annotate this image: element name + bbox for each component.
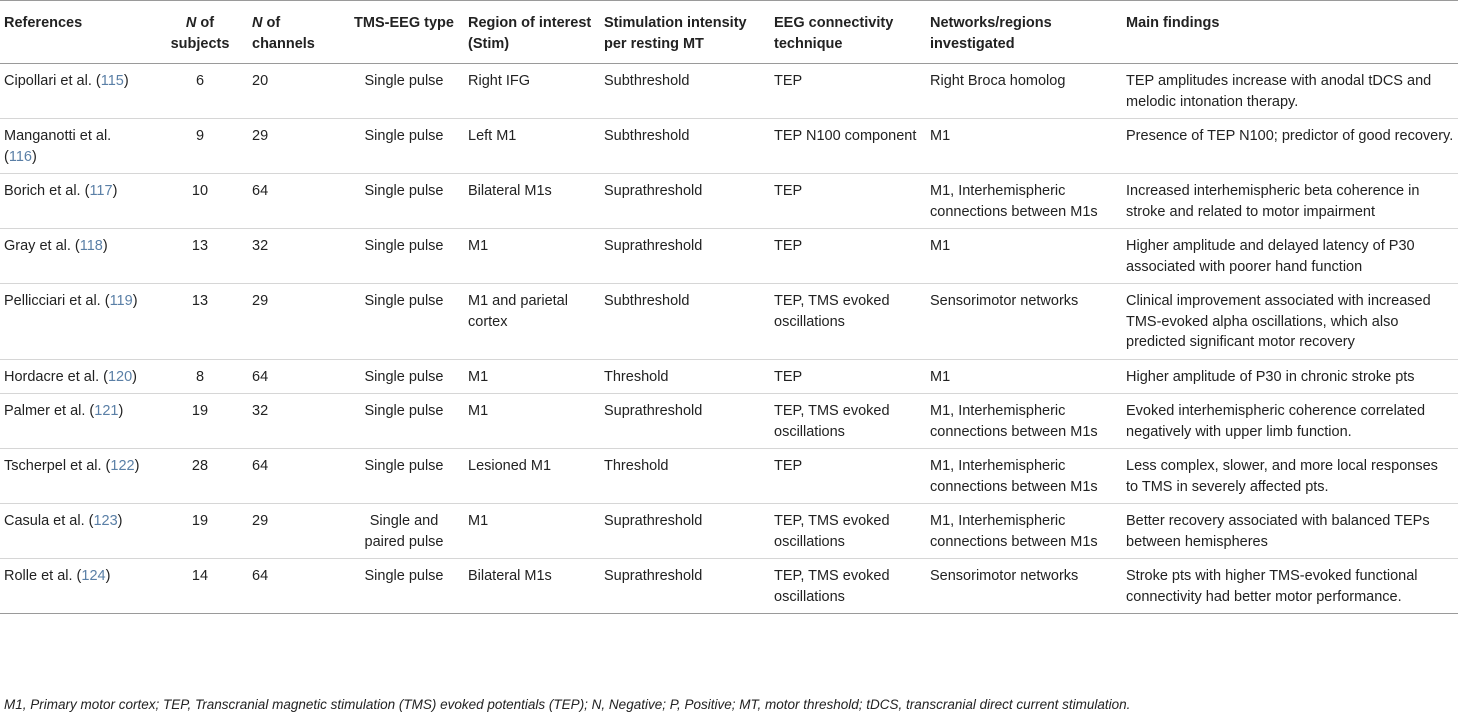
reference-link[interactable]: 123 (93, 513, 118, 529)
cell-region: M1 (468, 403, 489, 419)
cell-reference: Hordacre et al. (120) (4, 368, 138, 385)
cell-intensity: Suprathreshold (604, 238, 703, 254)
cell-reference: Rolle et al. (124) (4, 568, 111, 584)
cell-findings: Evoked interhemispheric coherence correlated negatively with upper limb function. (1126, 403, 1426, 440)
cell-intensity: Suprathreshold (604, 513, 703, 529)
cell-region: M1 (468, 368, 489, 385)
cell-region: M1 (468, 513, 489, 529)
reference-link[interactable]: 117 (89, 183, 113, 199)
table-body (0, 64, 1458, 614)
header-subjects (152, 1, 248, 64)
reference-link[interactable]: 120 (107, 368, 133, 385)
cell-region: Bilateral M1s (468, 568, 552, 584)
cell-networks: Sensorimotor networks (930, 293, 1079, 309)
cell-subjects: 10 (191, 183, 209, 199)
cell-reference: Cipollari et al. (115) (4, 73, 129, 89)
cell-region: Left M1 (468, 128, 517, 144)
cell-subjects: 6 (195, 73, 205, 89)
cell-findings: Stroke pts with higher TMS-evoked functional connectivity had better motor performance. (1126, 568, 1418, 605)
cell-type: Single pulse (364, 368, 444, 385)
cell-networks: M1 (930, 238, 951, 254)
cell-findings: TEP amplitudes increase with anodal tDCS and melodic intonation therapy. (1126, 73, 1432, 110)
cell-technique: TEP, TMS evoked oscillations (774, 403, 890, 440)
cell-subjects: 19 (191, 403, 209, 419)
cell-networks: M1, Interhemispheric connections between M1s (930, 403, 1098, 440)
cell-region: Bilateral M1s (468, 183, 552, 199)
header-stimulation-intensity: Stimulation intensity per resting MT (604, 15, 747, 52)
header-subjects-rest: of subjects (170, 15, 230, 52)
table-row (0, 394, 1458, 449)
cell-technique: TEP (774, 183, 803, 199)
cell-reference: Borich et al. (117) (4, 183, 118, 199)
cell-type: Single pulse (364, 128, 444, 144)
reference-link[interactable]: 118 (79, 238, 103, 254)
cell-region: M1 and parietal cortex (468, 293, 568, 330)
cell-findings: Increased interhemispheric beta coherence in stroke and related to motor impairment (1126, 183, 1420, 220)
cell-intensity: Suprathreshold (604, 183, 703, 199)
table-row (0, 229, 1458, 284)
cell-technique: TEP, TMS evoked oscillations (774, 293, 890, 330)
header-subjects-n: N (185, 15, 197, 31)
header-region-of-interest: Region of interest (Stim) (468, 15, 592, 52)
cell-channels: 32 (252, 403, 269, 419)
cell-reference: Tscherpel et al. (122) (4, 458, 140, 474)
header-channels (248, 1, 344, 64)
cell-findings: Presence of TEP N100; predictor of good recovery. (1126, 128, 1454, 144)
cell-networks: M1 (930, 128, 951, 144)
cell-channels: 64 (252, 368, 269, 385)
cell-subjects: 13 (191, 238, 209, 254)
cell-technique: TEP N100 component (774, 128, 917, 144)
cell-channels: 29 (252, 128, 269, 144)
reference-link[interactable]: 122 (110, 458, 135, 474)
cell-reference: Palmer et al. (121) (4, 403, 124, 419)
cell-findings: Less complex, slower, and more local responses to TMS in severely affected pts. (1126, 458, 1438, 495)
cell-channels: 29 (252, 513, 269, 529)
cell-type: Single pulse (364, 238, 444, 254)
cell-channels: 32 (252, 238, 269, 254)
cell-networks: M1, Interhemispheric connections between M1s (930, 458, 1098, 495)
cell-networks: Right Broca homolog (930, 73, 1066, 89)
cell-technique: TEP (774, 238, 803, 254)
cell-type: Single and paired pulse (364, 513, 444, 550)
cell-findings: Clinical improvement associated with increased TMS-evoked alpha oscillations, which also predicted significant motor recovery (1126, 293, 1431, 350)
cell-intensity: Threshold (604, 458, 669, 474)
table-header (0, 1, 1458, 64)
cell-subjects: 19 (191, 513, 209, 529)
cell-type: Single pulse (364, 568, 444, 584)
cell-subjects: 8 (195, 368, 205, 385)
cell-subjects: 28 (191, 458, 209, 474)
cell-technique: TEP (774, 368, 803, 385)
cell-type: Single pulse (364, 73, 444, 89)
header-main-findings: Main findings (1126, 15, 1220, 31)
cell-reference: Pellicciari et al. (119) (4, 293, 138, 309)
table-row (0, 284, 1458, 360)
cell-intensity: Suprathreshold (604, 568, 703, 584)
cell-type: Single pulse (364, 183, 444, 199)
cell-networks: M1 (930, 368, 951, 385)
cell-intensity: Subthreshold (604, 293, 690, 309)
cell-channels: 29 (252, 293, 269, 309)
header-channels-rest: of channels (252, 15, 315, 52)
cell-subjects: 13 (191, 293, 209, 309)
cell-channels: 20 (252, 73, 269, 89)
table-row (0, 119, 1458, 174)
cell-reference: Casula et al. (123) (4, 513, 123, 529)
reference-link[interactable]: 124 (81, 568, 106, 584)
header-eeg-connectivity: EEG connectivity technique (774, 15, 894, 52)
cell-subjects: 14 (191, 568, 209, 584)
header-row (0, 1, 1458, 64)
reference-link[interactable]: 121 (94, 403, 119, 419)
cell-intensity: Threshold (604, 368, 669, 385)
header-channels-n: N (252, 15, 263, 31)
cell-networks: Sensorimotor networks (930, 568, 1079, 584)
reference-link[interactable]: 116 (8, 148, 32, 165)
table-footnote: M1, Primary motor cortex; TEP, Transcranial magnetic stimulation (TMS) evoked potentials (TEP); N, Negative; P, Positive; MT, motor threshold; tDCS, transcranial direct current stimulation. (4, 697, 1131, 712)
cell-networks: M1, Interhemispheric connections between M1s (930, 183, 1098, 220)
cell-region: Right IFG (468, 73, 531, 89)
cell-findings: Better recovery associated with balanced TEPs between hemispheres (1126, 513, 1430, 550)
cell-region: Lesioned M1 (468, 458, 552, 474)
table-row (0, 449, 1458, 504)
cell-intensity: Subthreshold (604, 73, 690, 89)
cell-region: M1 (468, 238, 489, 254)
cell-technique: TEP (774, 458, 803, 474)
cell-reference: Gray et al. (118) (4, 238, 108, 254)
header-references: References (4, 15, 83, 31)
table-row (0, 504, 1458, 559)
cell-channels: 64 (252, 183, 269, 199)
cell-findings: Higher amplitude of P30 in chronic stroke pts (1126, 368, 1415, 385)
cell-channels: 64 (252, 568, 269, 584)
cell-technique: TEP, TMS evoked oscillations (774, 568, 890, 605)
header-networks-regions: Networks/regions investigated (930, 15, 1052, 52)
table-row (0, 559, 1458, 614)
cell-type: Single pulse (364, 293, 444, 309)
reference-link[interactable]: 115 (100, 73, 124, 89)
cell-intensity: Subthreshold (604, 128, 690, 144)
table-row (0, 359, 1458, 394)
cell-technique: TEP (774, 73, 803, 89)
cell-type: Single pulse (364, 458, 444, 474)
cell-subjects: 9 (195, 128, 205, 144)
cell-reference: Manganotti et al. (116) (4, 128, 112, 165)
cell-type: Single pulse (364, 403, 444, 419)
cell-networks: M1, Interhemispheric connections between M1s (930, 513, 1098, 550)
header-tms-eeg-type: TMS-EEG type (354, 15, 454, 31)
cell-technique: TEP, TMS evoked oscillations (774, 513, 890, 550)
reference-link[interactable]: 119 (109, 293, 133, 309)
cell-intensity: Suprathreshold (604, 403, 703, 419)
cell-findings: Higher amplitude and delayed latency of P30 associated with poorer hand function (1126, 238, 1415, 275)
cell-channels: 64 (252, 458, 269, 474)
table-row (0, 64, 1458, 119)
table-row (0, 174, 1458, 229)
